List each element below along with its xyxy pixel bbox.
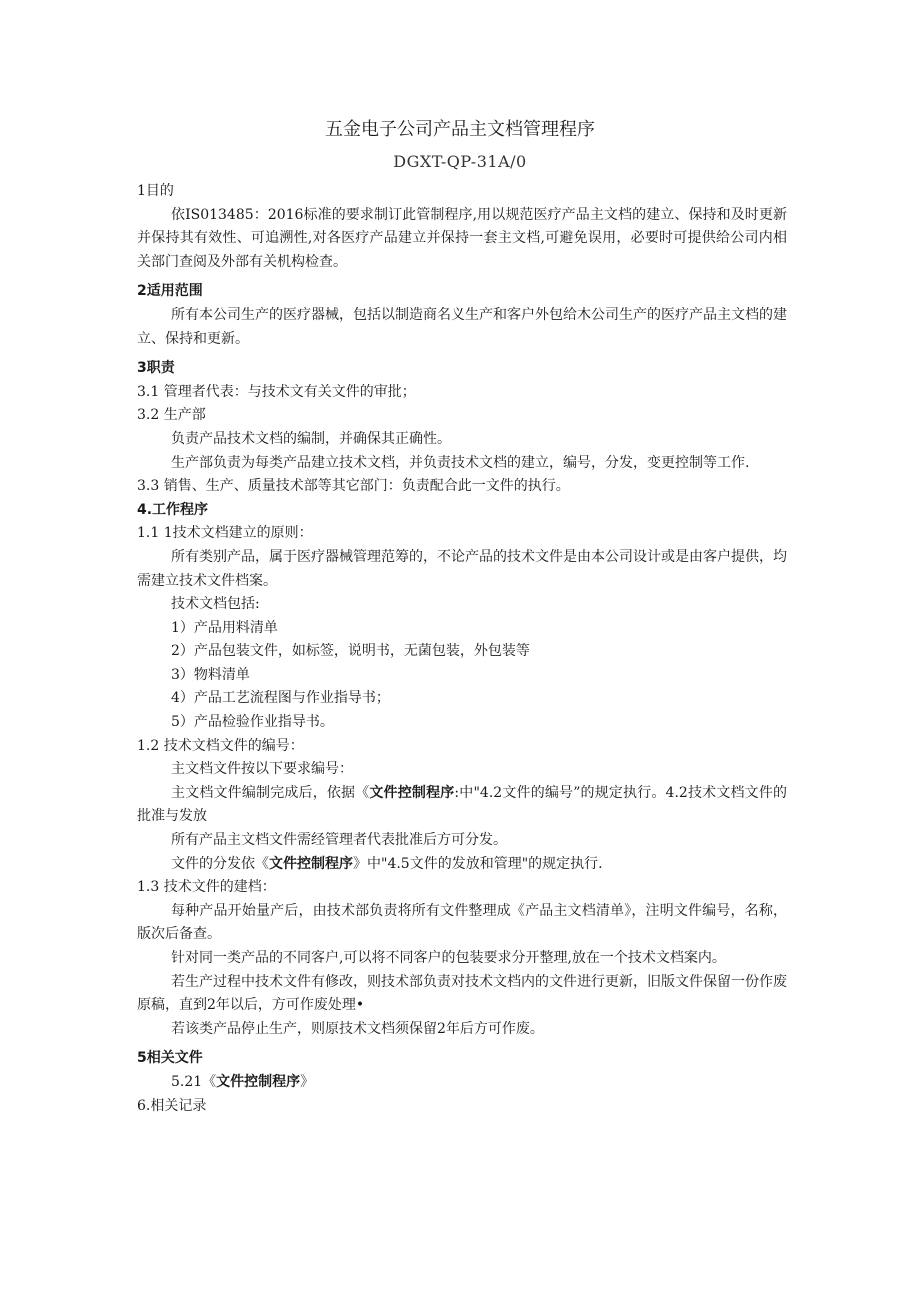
paragraph-1-2-a: 主文档文件按以下要求编号： (171, 761, 353, 778)
document-reference: 文件控制程序 (216, 1073, 301, 1090)
paragraph-1-3-b: 针对同一类产品的不同客户,可以将不同客户的包装要求分开整理,放在一个技术文档案内。 (171, 950, 726, 966)
includes-label: 技术文档包括: (171, 596, 260, 613)
section-4-heading: 4.工作程序 (137, 501, 209, 518)
section-1-paragraph: 依IS013485：2016标准的要求制订此管制程序,用以规范医疗产品主文档的建立、保持和及时更新并保持其有效性、可追溯性,对各医疗产品建立并保持一套主文档,可避免误用，必要时可提供给公司内相关部门查阅及外部有关机构检查。 (137, 206, 787, 270)
section-6-heading: 6.相关记录 (137, 1097, 207, 1114)
paragraph-1-3-a: 每种产品开始量产后，由技术部负责将所有文件整理成《产品主文档清单》，注明文件编号，名称，版次后备查。 (137, 902, 787, 943)
paragraph-1-3-d: 若该类产品停止生产，则原技术文档须保留2年后方可作废。 (171, 1020, 544, 1037)
section-3-heading: 3职责 (137, 360, 175, 377)
related-document-item (137, 1071, 787, 1095)
text-run: 文件的分发依《 (171, 855, 269, 872)
paragraph-1-2-c: 所有产品主文档文件需经管理者代表批准后方可分发。 (171, 832, 507, 849)
text-run: 》中"4.5文件的发放和管理"的规定执行. (353, 855, 603, 872)
paragraph-3-2-a: 负责产品技术文档的编制，并确保其正确性。 (171, 430, 451, 447)
paragraph-1-3-c: 若生产过程中技术文件有修改，则技术部负责对技术文档内的文件进行更新，旧版文件保留一份作废原稿，直到2年以后，方可作废处理• (137, 973, 787, 1014)
item-3-2: 3.2 生产部 (137, 407, 206, 424)
item-3-1: 3.1 管理者代表：与技术文有关文件的审批； (137, 383, 416, 400)
text-run: :中"4.2文件的编号”的规定执行。4.2技术文档文件的批准与发放 (137, 784, 788, 825)
document-body (137, 180, 787, 1118)
text-run: 》 (300, 1073, 315, 1090)
document-reference: 文件控制程序 (369, 784, 455, 801)
paragraph-1-2-b (137, 782, 787, 829)
section-1-heading: 1目的 (137, 183, 174, 199)
paragraph-1-2-d (137, 853, 787, 877)
text-run: 主文档文件编制完成后，依据《 (171, 784, 370, 801)
paragraph-4-1-1: 所有类别产品，属于医疗器械管理范筹的，不论产品的技术文件是由本公司设计或是由客户提供，均需建立技术文件档案。 (137, 548, 787, 589)
item-4-1-1: 1.1 1技术文档建立的原则： (137, 525, 313, 542)
list-item: 1）产品用料清单 (171, 619, 278, 636)
list-item: 3）物料清单 (171, 666, 250, 683)
document-code: DGXT-QP-31A/0 (393, 152, 527, 171)
list-item: 5）产品检验作业指导书。 (171, 714, 334, 731)
section-2-heading: 2适用范围 (137, 283, 203, 300)
section-5-heading: 5相关文件 (137, 1050, 203, 1067)
item-1-2: 1.2 技术文档文件的编号： (137, 737, 304, 754)
text-run: 5.21《 (171, 1073, 217, 1090)
document-title: 五金电子公司产品主文档管理程序 (325, 119, 595, 140)
item-1-3: 1.3 技术文件的建档： (137, 879, 276, 896)
paragraph-3-2-b: 生产部负责为每类产品建立技术文档，并负责技术文档的建立，编号，分发，变更控制等工作. (171, 454, 750, 471)
list-item: 4）产品工艺流程图与作业指导书； (171, 690, 390, 707)
item-3-3: 3.3 销售、生产、质量技术部等其它部门：负责配合此一文件的执行。 (137, 478, 570, 495)
document-reference: 文件控制程序 (269, 855, 353, 872)
section-2-paragraph: 所有本公司生产的医疗器械，包括以制造商名义生产和客户外包给木公司生产的医疗产品主文档的建立、保持和更新。 (137, 306, 787, 347)
list-item: 2）产品包装文件，如标签，说明书，无菌包装，外包装等 (171, 643, 530, 660)
